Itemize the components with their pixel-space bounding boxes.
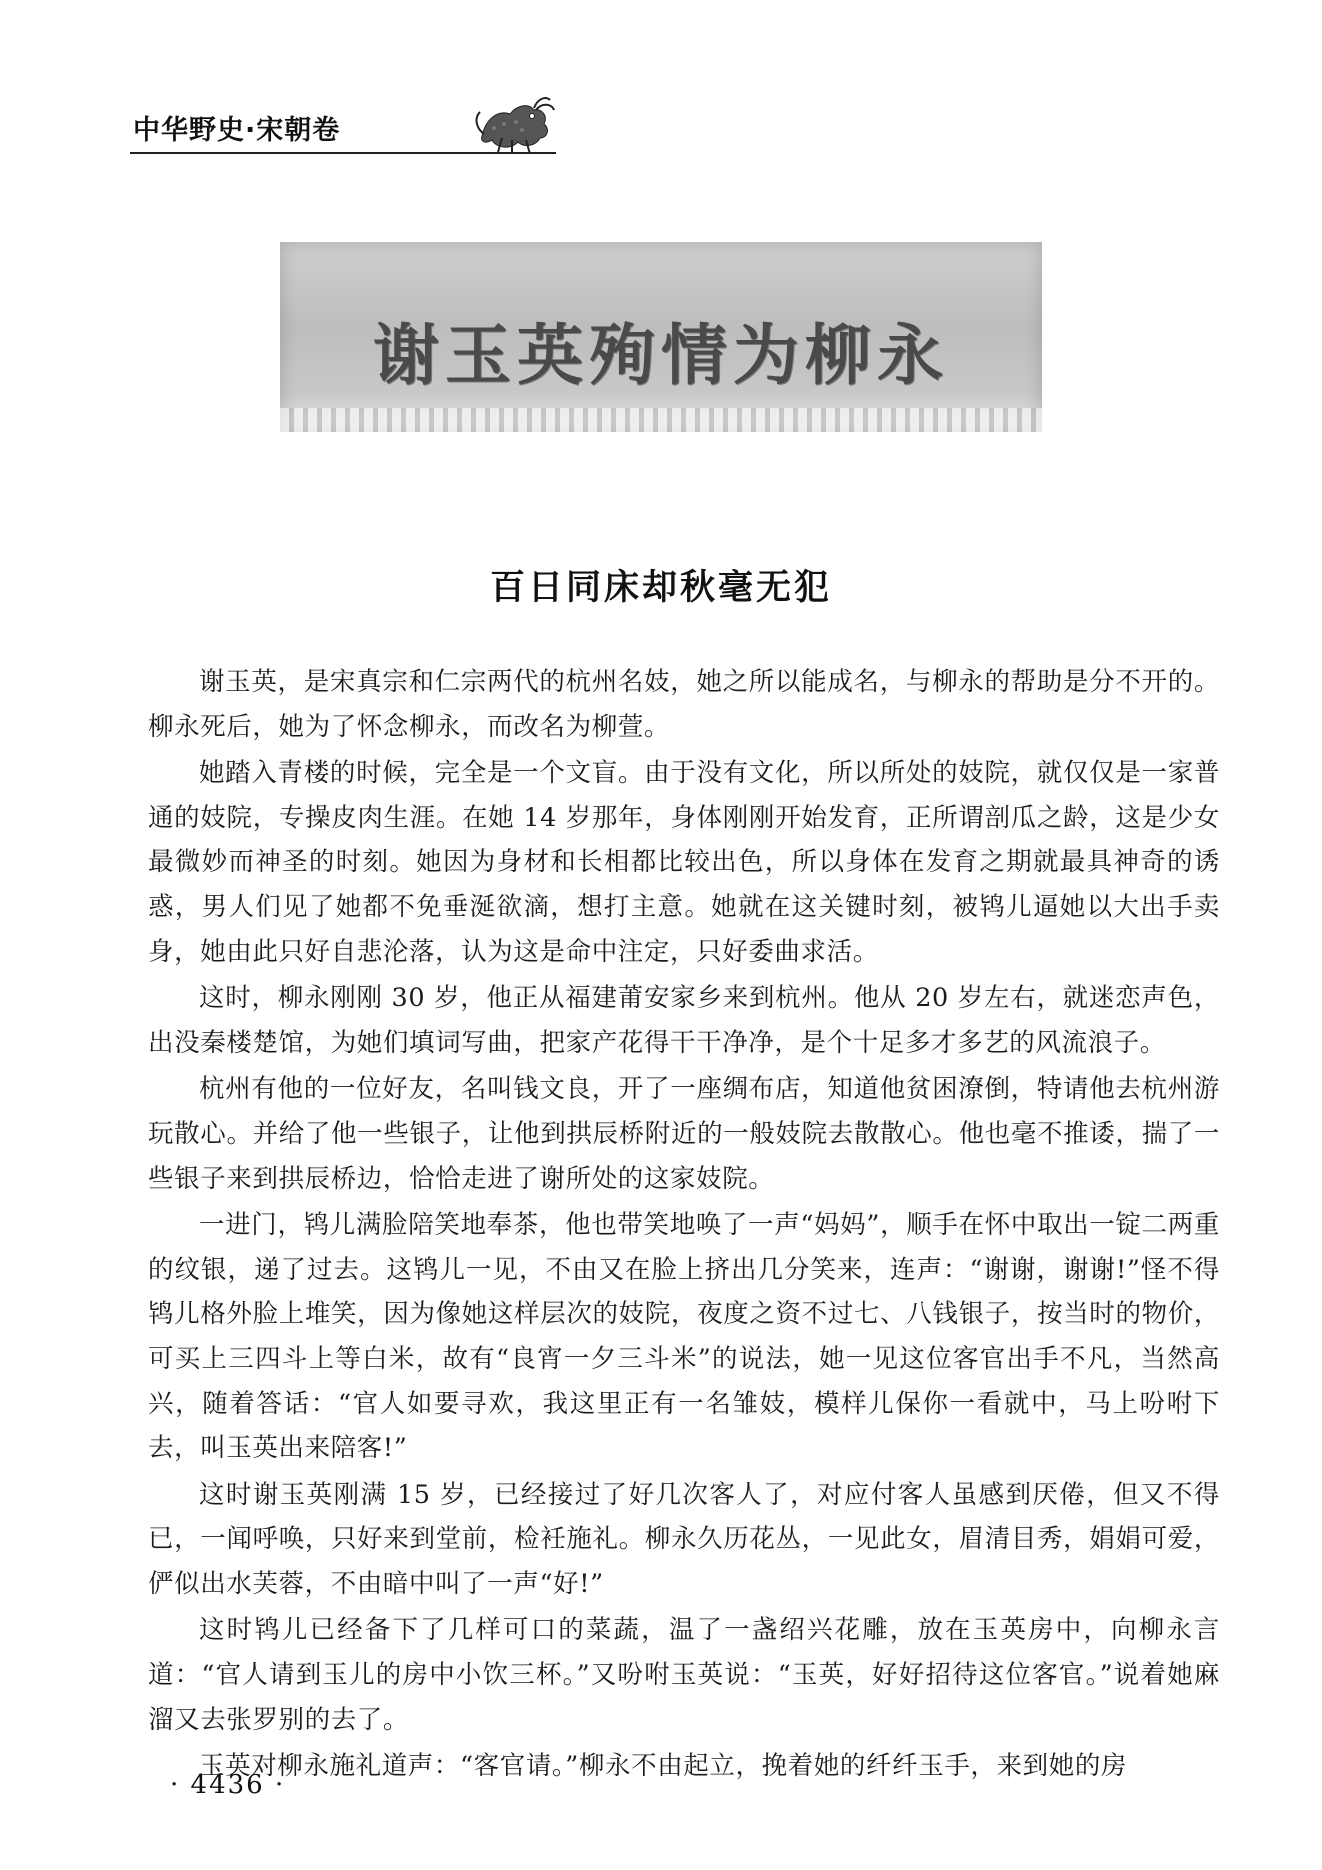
paragraph: 杭州有他的一位好友，名叫钱文良，开了一座绸布店，知道他贫困潦倒，特请他去杭州游玩散心。并给了他一些银子，让他到拱辰桥附近的一般妓院去散散心。他也毫不推诿，揣了一些银子来到拱辰桥边，恰恰走进了谢所处的这家妓院。 <box>148 1074 1220 1194</box>
paragraph: 谢玉英，是宋真宗和仁宗两代的杭州名妓，她之所以能成名，与柳永的帮助是分不开的。柳永死后，她为了怀念柳永，而改名为柳萱。 <box>148 667 1220 742</box>
chapter-title: 谢玉英殉情为柳永 <box>373 316 949 394</box>
dragon-emblem-icon <box>472 88 558 156</box>
chapter-title-banner <box>280 242 1042 432</box>
paragraph: 这时，柳永刚刚 30 岁，他正从福建莆安家乡来到杭州。他从 20 岁左右，就迷恋声色，出没秦楼楚馆，为她们填词写曲，把家产花得干干净净，是个十足多才多艺的风流浪子。 <box>148 983 1220 1058</box>
paragraph: 玉英对柳永施礼道声：“客官请。”柳永不由起立，挽着她的纤纤玉手，来到她的房 <box>199 1751 1128 1782</box>
paragraph: 这时谢玉英刚满 15 岁，已经接过了好几次客人了，对应付客人虽感到厌倦，但又不得已，一闻呼唤，只好来到堂前，检衽施礼。柳永久历花丛，一见此女，眉清目秀，娟娟可爱，俨似出水芙蓉，不由暗中叫了一声“好!” <box>148 1479 1220 1599</box>
paragraph: 她踏入青楼的时候，完全是一个文盲。由于没有文化，所以所处的妓院，就仅仅是一家普通的妓院，专操皮肉生涯。在她 14 岁那年，身体刚刚开始发育，正所谓剖瓜之龄，这是少女最微妙而神圣的时刻。她因为身材和长相都比较出色，所以身体在发育之期就最具神奇的诱惑，男人们见了她都不免垂涎欲滴，想打主意。她就在这关键时刻，被鸨儿逼她以大出手卖身，她由此只好自悲沦落，认为这是命中注定，只好委曲求活。 <box>148 758 1220 967</box>
running-title: 中华野史·宋朝卷 <box>133 115 341 146</box>
section-title: 百日同床却秋毫无犯 <box>489 568 832 608</box>
body-text <box>148 660 1220 1791</box>
paragraph: 这时鸨儿已经备下了几样可口的菜蔬，温了一盏绍兴花雕，放在玉英房中，向柳永言道：“官人请到玉儿的房中小饮三杯。”又吩咐玉英说：“玉英，好好招待这位客官。”说着她麻溜又去张罗别的去了。 <box>148 1615 1220 1735</box>
page-number: · 4436 · <box>170 1770 286 1800</box>
paragraph: 一进门，鸨儿满脸陪笑地奉茶，他也带笑地唤了一声“妈妈”，顺手在怀中取出一锭二两重的纹银，递了过去。这鸨儿一见，不由又在脸上挤出几分笑来，连声：“谢谢，谢谢!”怪不得鸨儿格外脸上堆笑，因为像她这样层次的妓院，夜度之资不过七、八钱银子，按当时的物价，可买上三四斗上等白米，故有“良宵一夕三斗米”的说法，她一见这位客官出手不凡，当然高兴，随着答话：“官人如要寻欢，我这里正有一名雏妓，模样儿保你一看就中，马上吩咐下去，叫玉英出来陪客!” <box>148 1210 1220 1464</box>
